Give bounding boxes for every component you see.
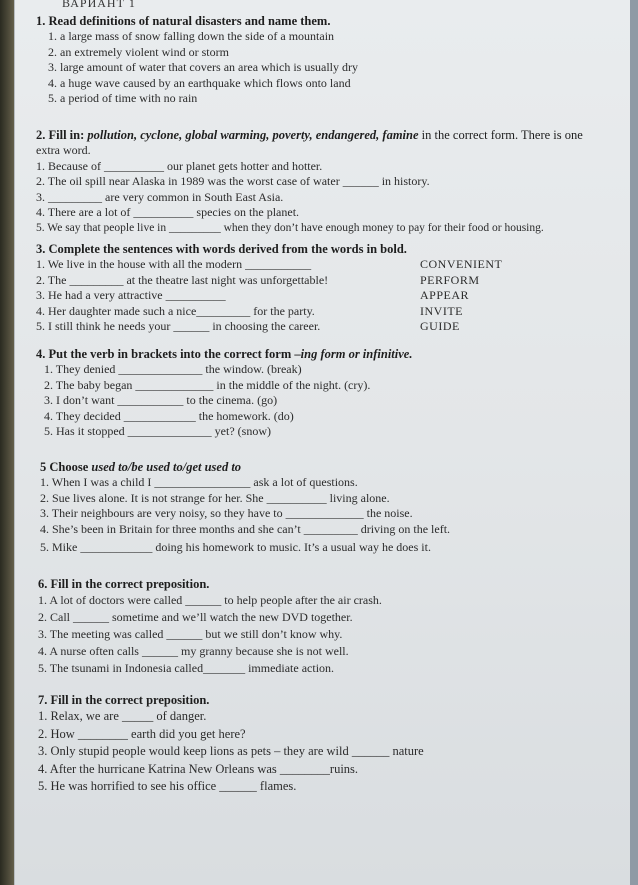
word-list: pollution, cyclone, global warming, poverty, endangered, famine bbox=[87, 128, 419, 142]
sentence: 2. The _________ at the theatre last night was unforgettable! bbox=[36, 272, 329, 287]
title-continuation: extra word. bbox=[36, 143, 91, 157]
list-item: 3. _________ are very common in South East Asia. bbox=[36, 189, 284, 204]
list-item: 1. Because of __________ our planet gets hotter and hotter. bbox=[36, 158, 323, 173]
list-item: 3. The meeting was called ______ but we still don’t know why. bbox=[38, 627, 343, 641]
list-item: 4. a huge wave caused by an earthquake which flows onto land bbox=[48, 75, 351, 90]
list-item: 5. Mike ____________ doing his homework to music. It’s a usual way he does it. bbox=[40, 540, 431, 555]
sentence: 1. We live in the house with all the modern ___________ bbox=[36, 257, 312, 271]
title-prefix: 2. Fill in: bbox=[36, 128, 88, 142]
bold-word: INVITE bbox=[420, 303, 463, 318]
list-item bbox=[36, 288, 636, 304]
list-item: 2. The oil spill near Alaska in 1989 was the worst case of water ______ in history. bbox=[36, 174, 430, 189]
list-item: 1. They denied ______________ the window. (break) bbox=[44, 362, 302, 376]
list-item bbox=[36, 304, 636, 320]
list-item bbox=[36, 319, 636, 335]
title-prefix: 4. Put the verb in brackets into the correct form – bbox=[36, 347, 301, 361]
list-item: 4. There are a lot of __________ species on the planet. bbox=[36, 205, 300, 220]
sentence: 3. He had a very attractive __________ bbox=[36, 288, 226, 303]
list-item: 1. a large mass of snow falling down the side of a mountain bbox=[48, 29, 335, 43]
section-5 bbox=[40, 460, 638, 556]
list-item: 3. Their neighbours are very noisy, so they have to _____________ the noise. bbox=[40, 506, 413, 521]
section-title: 7. Fill in the correct preposition. bbox=[38, 693, 210, 707]
sentence: 5. I still think he needs your ______ in choosing the career. bbox=[36, 319, 321, 334]
section-title bbox=[40, 460, 638, 475]
list-item: 5. Has it stopped ______________ yet? (snow) bbox=[44, 424, 271, 439]
list-item: 5. We say that people live in _________ when they don’t have enough money to pay for their food or housing. bbox=[36, 221, 544, 234]
list-item bbox=[36, 257, 636, 273]
list-item: 5. He was horrified to see his office ______ flames. bbox=[38, 779, 297, 793]
bold-word: GUIDE bbox=[420, 319, 460, 334]
list-item: 4. A nurse often calls ______ my granny because she is not well. bbox=[38, 644, 349, 658]
variant-header: ВАРИАНТ 1 bbox=[62, 0, 136, 10]
section-title bbox=[36, 347, 636, 362]
list-item: 2. How ________ earth did you get here? bbox=[38, 726, 246, 741]
title-prefix: 5 Choose bbox=[40, 460, 92, 474]
section-3 bbox=[36, 242, 636, 335]
list-item: 1. When I was a child I ________________ ask a lot of questions. bbox=[40, 475, 358, 489]
list-item: 2. Sue lives alone. It is not strange for her. She __________ living alone. bbox=[40, 490, 390, 505]
title-italic: used to/be used to/get used to bbox=[91, 460, 242, 474]
list-item: 2. The baby began _____________ in the middle of the night. (cry). bbox=[44, 377, 371, 392]
list-item: 4. She’s been in Britain for three months and she can’t _________ driving on the left. bbox=[40, 521, 451, 536]
section-7 bbox=[38, 693, 638, 796]
title-italic: ing form or infinitive. bbox=[300, 347, 413, 361]
list-item: 2. an extremely violent wind or storm bbox=[48, 44, 229, 59]
section-2 bbox=[36, 128, 636, 237]
section-4 bbox=[36, 347, 636, 440]
bold-word: APPEAR bbox=[420, 288, 470, 303]
list-item: 4. They decided ____________ the homework. (do) bbox=[44, 408, 294, 423]
list-item: 3. large amount of water that covers an area which is usually dry bbox=[48, 60, 359, 75]
list-item: 2. Call ______ sometime and we’ll watch the new DVD together. bbox=[38, 610, 353, 624]
list-item: 1. Relax, we are _____ of danger. bbox=[38, 709, 207, 723]
title-suffix: in the correct form. There is one bbox=[418, 128, 583, 142]
list-item: 5. a period of time with no rain bbox=[48, 91, 198, 106]
sentence: 4. Her daughter made such a nice_________ for the party. bbox=[36, 303, 315, 318]
section-1 bbox=[36, 14, 636, 107]
section-6 bbox=[38, 577, 638, 677]
section-title: 3. Complete the sentences with words derived from the words in bold. bbox=[36, 242, 407, 256]
bold-word: CONVENIENT bbox=[420, 257, 503, 271]
list-item: 4. After the hurricane Katrina New Orleans was ________ruins. bbox=[38, 761, 359, 776]
section-title: 1. Read definitions of natural disasters and name them. bbox=[36, 14, 331, 28]
list-item bbox=[36, 273, 636, 289]
list-item: 3. I don’t want ___________ to the cinema. (go) bbox=[44, 393, 278, 408]
section-title: 6. Fill in the correct preposition. bbox=[38, 577, 210, 591]
bold-word: PERFORM bbox=[420, 272, 480, 287]
list-item: 1. A lot of doctors were called ______ to help people after the air crash. bbox=[38, 593, 382, 607]
list-item: 5. The tsunami in Indonesia called_______ immediate action. bbox=[38, 661, 335, 675]
list-item: 3. Only stupid people would keep lions as pets – they are wild ______ nature bbox=[38, 744, 424, 758]
section-title bbox=[36, 128, 636, 143]
